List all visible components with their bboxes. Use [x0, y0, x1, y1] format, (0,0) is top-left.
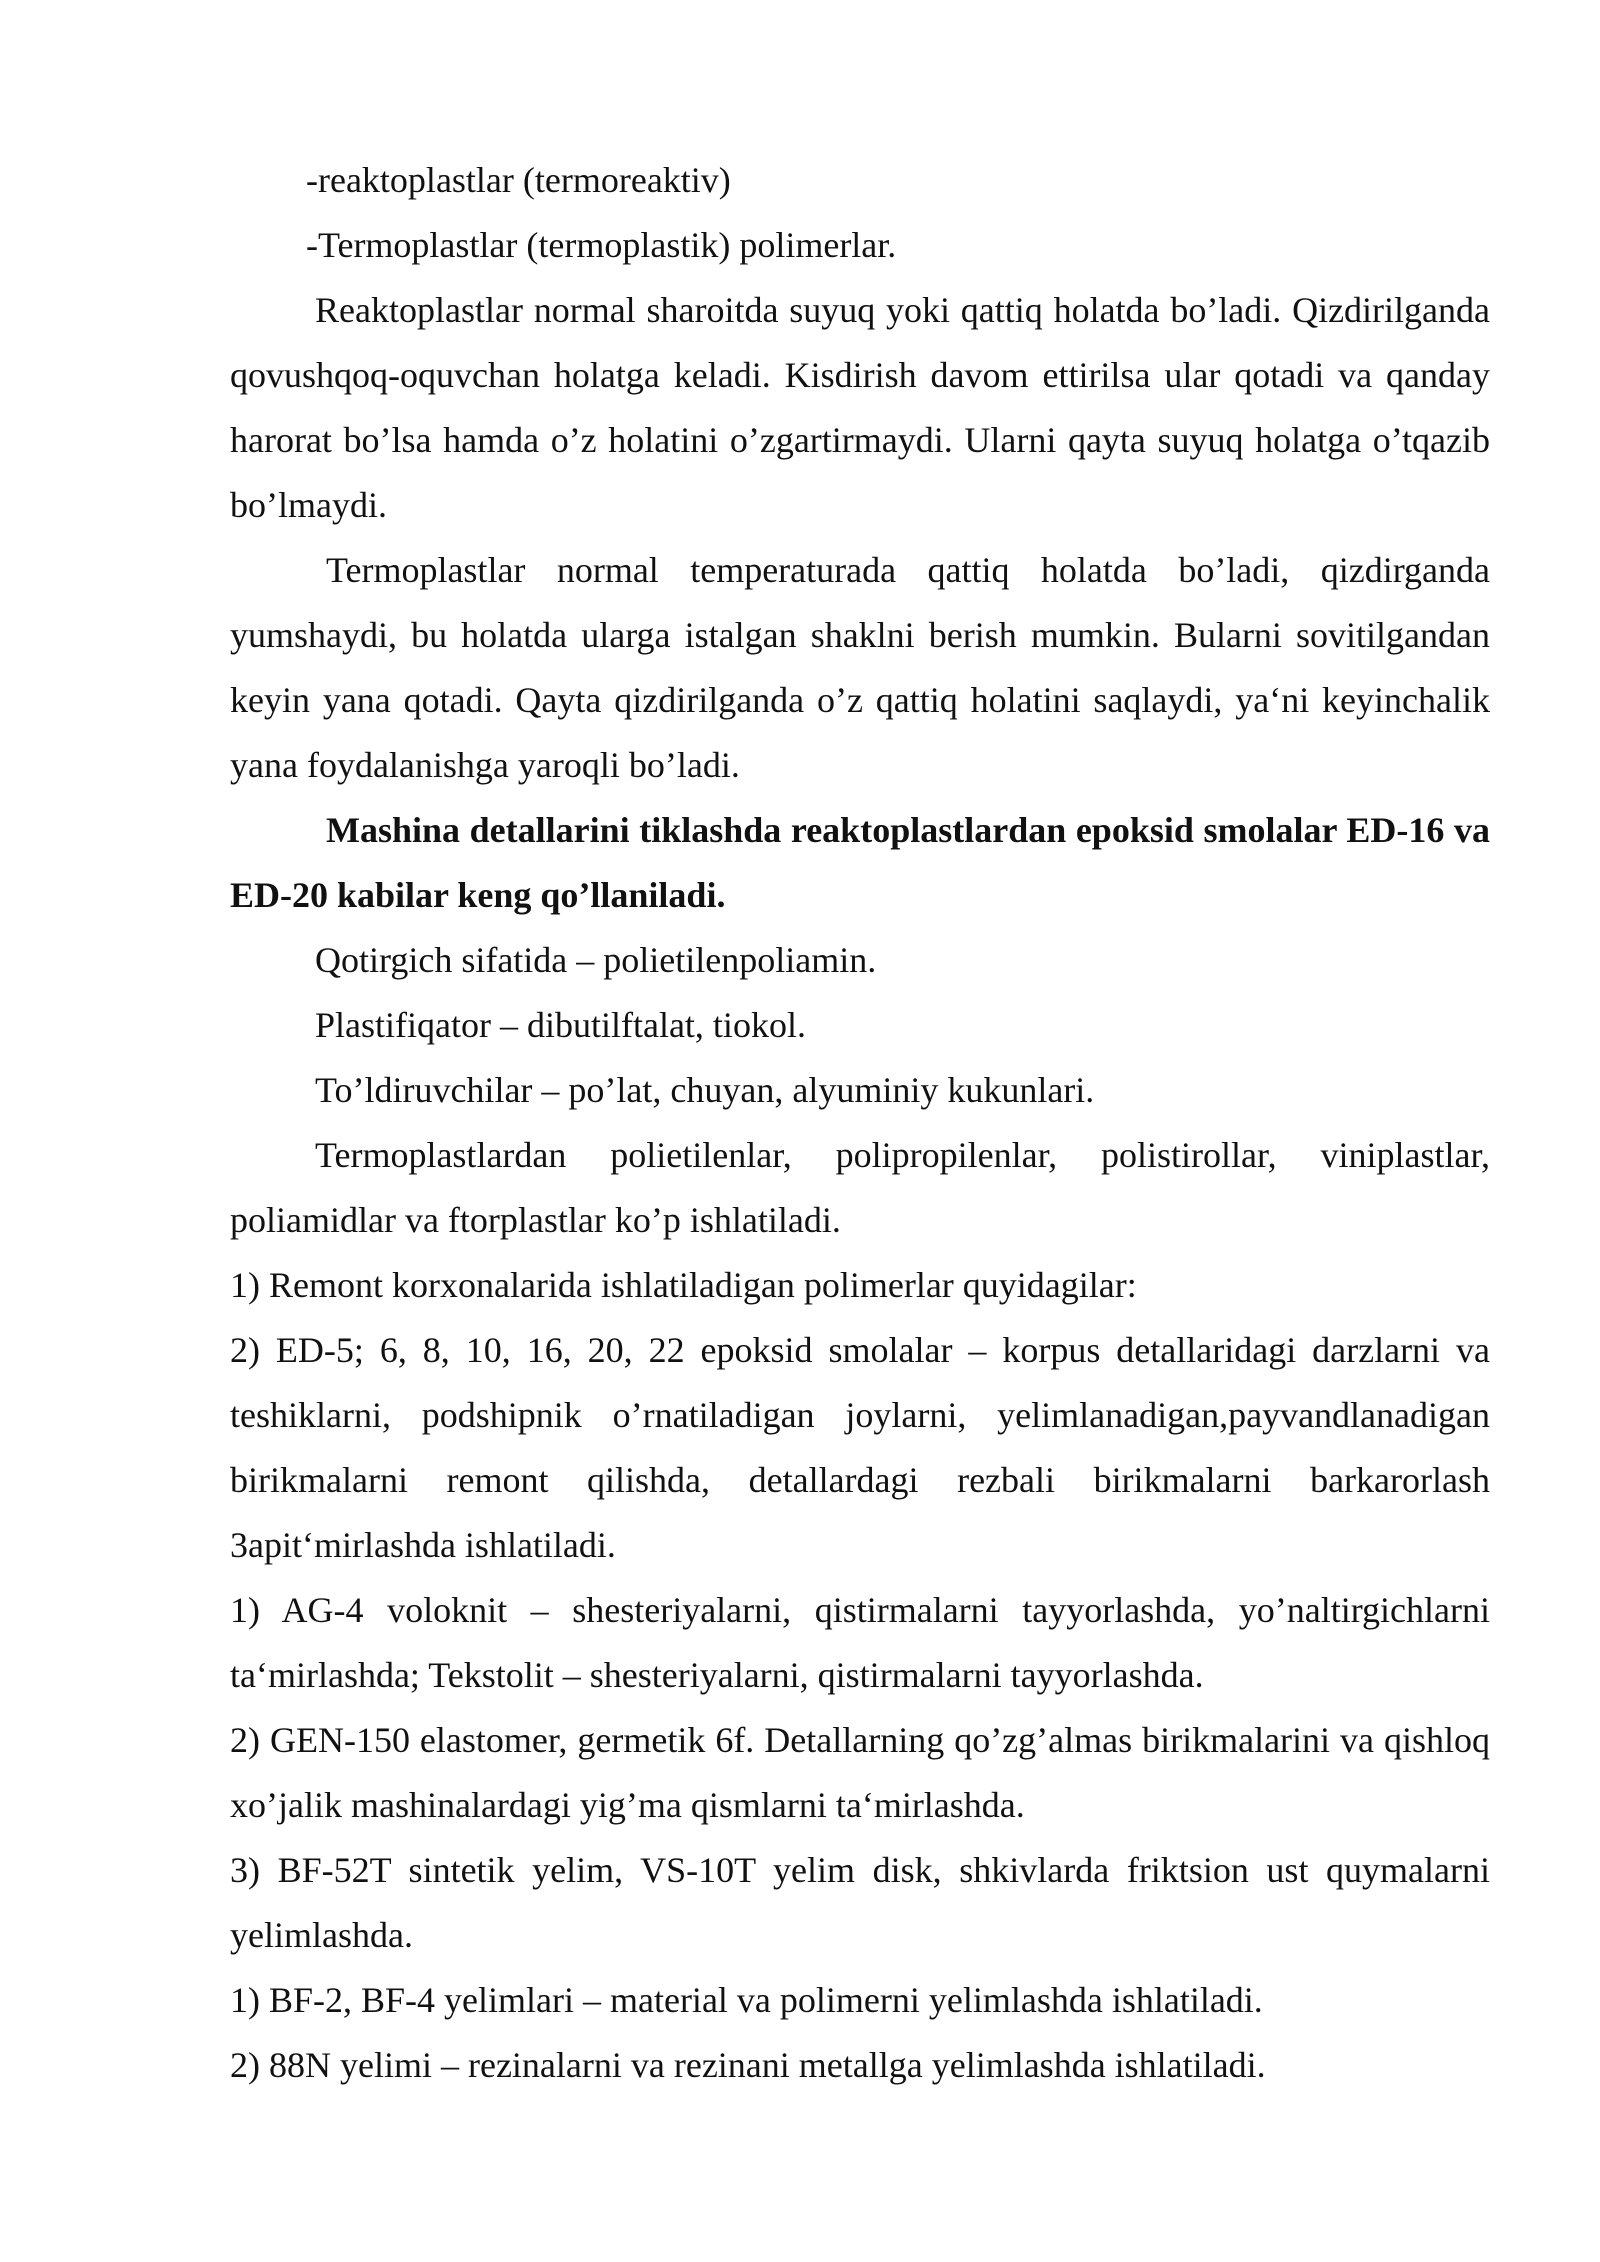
paragraph-toldiruvchilar: To’ldiruvchilar – po’lat, chuyan, alyuminiy kukunlari. [315, 1070, 1095, 1110]
paragraph-termoplastlar: Termoplastlar normal temperaturada qattiq holatda bo’ladi, qizdirganda yumshaydi, bu holatda ularga istalgan shaklni berish mumkin. Bularni sovitilgandan keyin yana qotadi. Qayta qizdirilganda o’z qattiq holatini saqlaydi, yaʻni keyinchalik yana foydalanishga yaroqli bo’ladi. [230, 550, 1490, 785]
paragraph-plastifiqator: Plastifiqator – dibutilftalat, tiokol. [315, 1005, 806, 1045]
paragraph-reaktoplastlar: Reaktoplastlar normal sharoitda suyuq yoki qattiq holatda bo’ladi. Qizdirilganda qovushqoq-oquvchan holatga keladi. Kisdirish davom ettirilsa ular qotadi va qanday harorat bo’lsa hamda o’z holatini o’zgartirmaydi. Ularni qayta suyuq holatga o’tqazib bo’lmaydi. [230, 290, 1490, 525]
numbered-item-remont: 1) Remont korxonalarida ishlatiladigan polimerlar quyidagilar: [230, 1265, 1137, 1305]
numbered-item-88n: 2) 88N yelimi – rezinalarni va rezinani metallga yelimlashda ishlatiladi. [230, 2045, 1266, 2085]
numbered-item-bf2: 1) BF-2, BF-4 yelimlari – material va polimerni yelimlashda ishlatiladi. [230, 1980, 1263, 2020]
numbered-item-bf52t: 3) BF-52T sintetik yelim, VS-10T yelim disk, shkivlarda friktsion ust quymalarni yelimlashda. [230, 1850, 1490, 1955]
numbered-item-ag4: 1) AG-4 voloknit – shesteriyalarni, qistirmalarni tayyorlashda, yo’naltirgichlarni taʻmirlashda; Tekstolit – shesteriyalarni, qistirmalarni tayyorlashda. [230, 1590, 1490, 1695]
paragraph-qotirgich: Qotirgich sifatida – polietilenpoliamin. [315, 940, 877, 980]
list-item-reaktoplastlar: -reaktoplastlar (termoreaktiv) [306, 160, 731, 200]
paragraph-termoplastlardan: Termoplastlardan polietilenlar, polipropilenlar, polistirollar, viniplastlar, poliamidlar va ftorplastlar ko’p ishlatiladi. [230, 1135, 1490, 1240]
document-body [230, 148, 1490, 2098]
paragraph-epoksid-bold: Mashina detallarini tiklashda reaktoplastlardan epoksid smolalar ED-16 va ED-20 kabilar keng qo’llaniladi. [230, 810, 1490, 915]
numbered-item-ed5: 2) ED-5; 6, 8, 10, 16, 20, 22 epoksid smolalar – korpus detallaridagi darzlarni va teshiklarni, podshipnik o’rnatiladigan joylarni, yelimlanadigan,payvandlanadigan birikmalarni remont qilishda, detallardagi rezbali birikmalarni barkarorlash 3apitʻmirlashda ishlatiladi. [230, 1330, 1490, 1565]
list-item-termoplastlar: -Termoplastlar (termoplastik) polimerlar. [306, 225, 897, 265]
numbered-item-gen150: 2) GEN-150 elastomer, germetik 6f. Detallarning qo’zg’almas birikmalarini va qishloq xo’jalik mashinalardagi yig’ma qismlarni taʻmirlashda. [230, 1720, 1490, 1825]
